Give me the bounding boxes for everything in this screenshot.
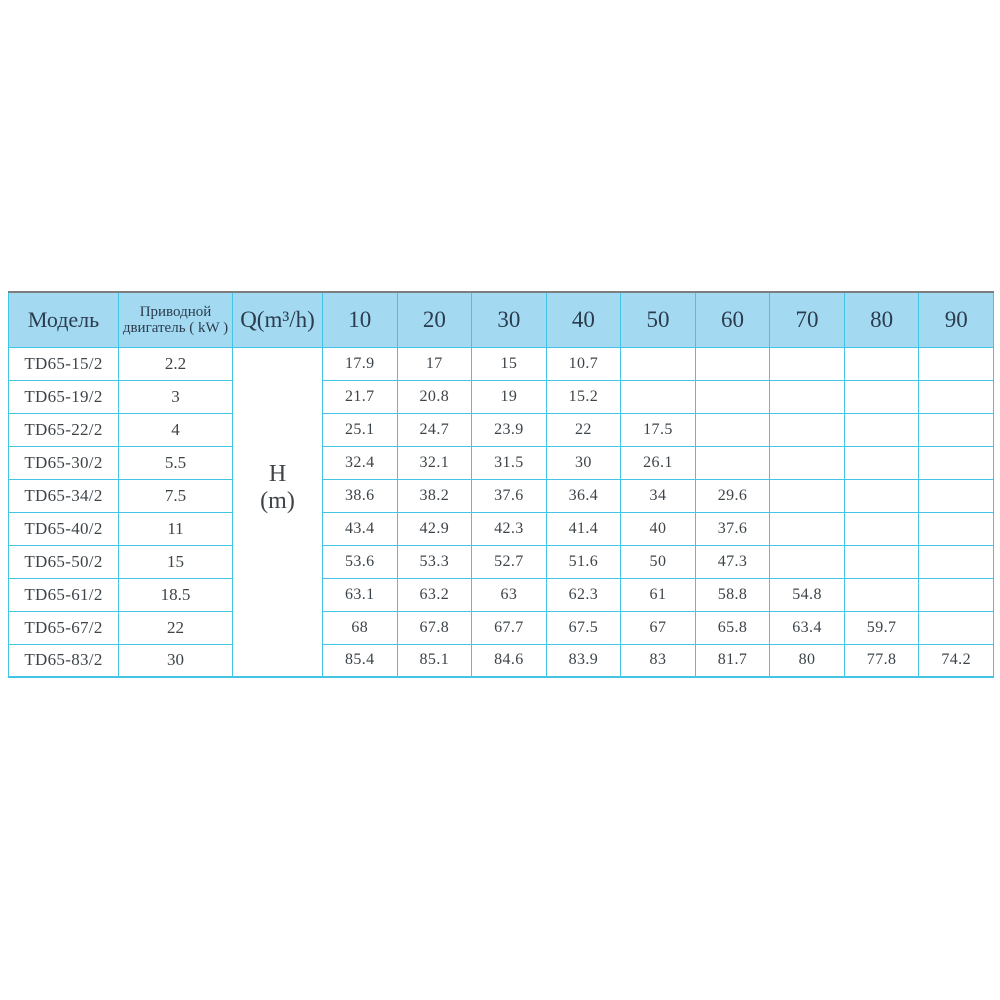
head-value-cell: 32.1 <box>397 446 472 479</box>
head-value-cell: 63.4 <box>770 611 845 644</box>
motor-kw-cell: 3 <box>119 380 233 413</box>
head-value-cell <box>844 446 919 479</box>
head-value-cell: 19 <box>472 380 547 413</box>
table-row <box>9 512 994 545</box>
model-cell: TD65-40/2 <box>9 512 119 545</box>
head-value-cell: 26.1 <box>621 446 696 479</box>
model-cell: TD65-19/2 <box>9 380 119 413</box>
head-value-cell: 15 <box>472 347 547 380</box>
table-row <box>9 545 994 578</box>
head-value-cell: 23.9 <box>472 413 547 446</box>
head-value-cell <box>919 512 994 545</box>
head-value-cell: 17.9 <box>323 347 398 380</box>
head-value-cell <box>919 413 994 446</box>
head-unit-line2: (m) <box>260 487 295 514</box>
flow-header-10: 10 <box>323 292 398 347</box>
head-value-cell <box>919 380 994 413</box>
flow-header-40: 40 <box>546 292 621 347</box>
head-value-cell <box>844 578 919 611</box>
flow-header-90: 90 <box>919 292 994 347</box>
pump-spec-table <box>8 291 994 678</box>
head-value-cell <box>770 512 845 545</box>
motor-kw-cell: 22 <box>119 611 233 644</box>
flow-header-80: 80 <box>844 292 919 347</box>
head-value-cell: 85.4 <box>323 644 398 677</box>
head-unit-cell <box>233 347 323 677</box>
head-value-cell <box>770 446 845 479</box>
model-cell: TD65-34/2 <box>9 479 119 512</box>
head-value-cell <box>621 347 696 380</box>
head-value-cell: 52.7 <box>472 545 547 578</box>
table-header-row <box>9 292 994 347</box>
head-value-cell: 29.6 <box>695 479 770 512</box>
head-value-cell: 20.8 <box>397 380 472 413</box>
head-value-cell: 41.4 <box>546 512 621 545</box>
model-cell: TD65-50/2 <box>9 545 119 578</box>
head-value-cell: 51.6 <box>546 545 621 578</box>
head-value-cell: 22 <box>546 413 621 446</box>
model-cell: TD65-61/2 <box>9 578 119 611</box>
table-row <box>9 347 994 380</box>
head-value-cell: 63.2 <box>397 578 472 611</box>
head-value-cell: 10.7 <box>546 347 621 380</box>
table-row <box>9 380 994 413</box>
head-value-cell: 38.6 <box>323 479 398 512</box>
head-value-cell <box>770 347 845 380</box>
head-value-cell: 67 <box>621 611 696 644</box>
model-column-header: Модель <box>9 292 119 347</box>
head-value-cell <box>770 545 845 578</box>
head-value-cell: 63.1 <box>323 578 398 611</box>
motor-kw-cell: 7.5 <box>119 479 233 512</box>
head-value-cell: 67.8 <box>397 611 472 644</box>
head-value-cell: 67.7 <box>472 611 547 644</box>
head-value-cell <box>770 479 845 512</box>
head-value-cell: 50 <box>621 545 696 578</box>
head-value-cell: 37.6 <box>472 479 547 512</box>
head-value-cell: 83.9 <box>546 644 621 677</box>
head-value-cell: 54.8 <box>770 578 845 611</box>
head-value-cell: 30 <box>546 446 621 479</box>
head-value-cell: 25.1 <box>323 413 398 446</box>
head-value-cell: 67.5 <box>546 611 621 644</box>
head-value-cell: 84.6 <box>472 644 547 677</box>
flow-header-30: 30 <box>472 292 547 347</box>
head-value-cell: 36.4 <box>546 479 621 512</box>
head-value-cell: 61 <box>621 578 696 611</box>
model-cell: TD65-30/2 <box>9 446 119 479</box>
head-value-cell: 85.1 <box>397 644 472 677</box>
flow-header-70: 70 <box>770 292 845 347</box>
head-value-cell: 40 <box>621 512 696 545</box>
head-value-cell: 63 <box>472 578 547 611</box>
model-cell: TD65-22/2 <box>9 413 119 446</box>
head-value-cell: 43.4 <box>323 512 398 545</box>
head-value-cell: 37.6 <box>695 512 770 545</box>
head-value-cell <box>695 413 770 446</box>
head-value-cell: 24.7 <box>397 413 472 446</box>
head-value-cell <box>919 446 994 479</box>
motor-kw-cell: 15 <box>119 545 233 578</box>
head-value-cell: 31.5 <box>472 446 547 479</box>
flow-header-50: 50 <box>621 292 696 347</box>
head-value-cell <box>844 545 919 578</box>
table-row <box>9 479 994 512</box>
table-row <box>9 413 994 446</box>
head-value-cell <box>770 380 845 413</box>
table-row <box>9 578 994 611</box>
head-value-cell: 62.3 <box>546 578 621 611</box>
head-value-cell: 80 <box>770 644 845 677</box>
head-value-cell <box>919 347 994 380</box>
head-value-cell: 65.8 <box>695 611 770 644</box>
head-value-cell <box>919 578 994 611</box>
model-cell: TD65-15/2 <box>9 347 119 380</box>
table-row <box>9 611 994 644</box>
head-unit-text <box>233 461 322 515</box>
head-value-cell: 58.8 <box>695 578 770 611</box>
head-value-cell <box>919 611 994 644</box>
table-row <box>9 446 994 479</box>
head-value-cell <box>919 479 994 512</box>
motor-kw-cell: 5.5 <box>119 446 233 479</box>
head-value-cell: 32.4 <box>323 446 398 479</box>
head-value-cell <box>919 545 994 578</box>
head-value-cell <box>695 347 770 380</box>
head-value-cell <box>621 380 696 413</box>
head-value-cell <box>770 413 845 446</box>
motor-kw-cell: 11 <box>119 512 233 545</box>
head-value-cell: 15.2 <box>546 380 621 413</box>
head-value-cell: 34 <box>621 479 696 512</box>
head-value-cell <box>844 413 919 446</box>
flow-header-20: 20 <box>397 292 472 347</box>
head-value-cell: 77.8 <box>844 644 919 677</box>
flow-unit-header: Q(m³/h) <box>233 292 323 347</box>
head-value-cell: 59.7 <box>844 611 919 644</box>
head-value-cell: 38.2 <box>397 479 472 512</box>
motor-header-line1: Приводной <box>139 303 212 320</box>
head-value-cell: 47.3 <box>695 545 770 578</box>
head-value-cell <box>695 380 770 413</box>
head-value-cell: 53.3 <box>397 545 472 578</box>
head-value-cell <box>844 380 919 413</box>
head-value-cell <box>844 347 919 380</box>
head-value-cell: 83 <box>621 644 696 677</box>
motor-kw-cell: 30 <box>119 644 233 677</box>
table-body <box>9 347 994 677</box>
head-value-cell <box>844 479 919 512</box>
table-row <box>9 644 994 677</box>
head-value-cell: 17 <box>397 347 472 380</box>
motor-header-line2: двигатель ( kW ) <box>122 319 229 336</box>
motor-kw-cell: 2.2 <box>119 347 233 380</box>
head-value-cell: 42.9 <box>397 512 472 545</box>
head-value-cell: 68 <box>323 611 398 644</box>
model-cell: TD65-83/2 <box>9 644 119 677</box>
motor-kw-cell: 18.5 <box>119 578 233 611</box>
head-value-cell: 17.5 <box>621 413 696 446</box>
flow-header-60: 60 <box>695 292 770 347</box>
head-value-cell <box>844 512 919 545</box>
head-value-cell: 81.7 <box>695 644 770 677</box>
table-header <box>9 292 994 347</box>
head-value-cell: 42.3 <box>472 512 547 545</box>
head-value-cell <box>695 446 770 479</box>
head-value-cell: 74.2 <box>919 644 994 677</box>
model-cell: TD65-67/2 <box>9 611 119 644</box>
head-value-cell: 53.6 <box>323 545 398 578</box>
motor-column-header <box>119 292 233 347</box>
head-unit-line1: H <box>268 460 287 487</box>
motor-kw-cell: 4 <box>119 413 233 446</box>
head-value-cell: 21.7 <box>323 380 398 413</box>
